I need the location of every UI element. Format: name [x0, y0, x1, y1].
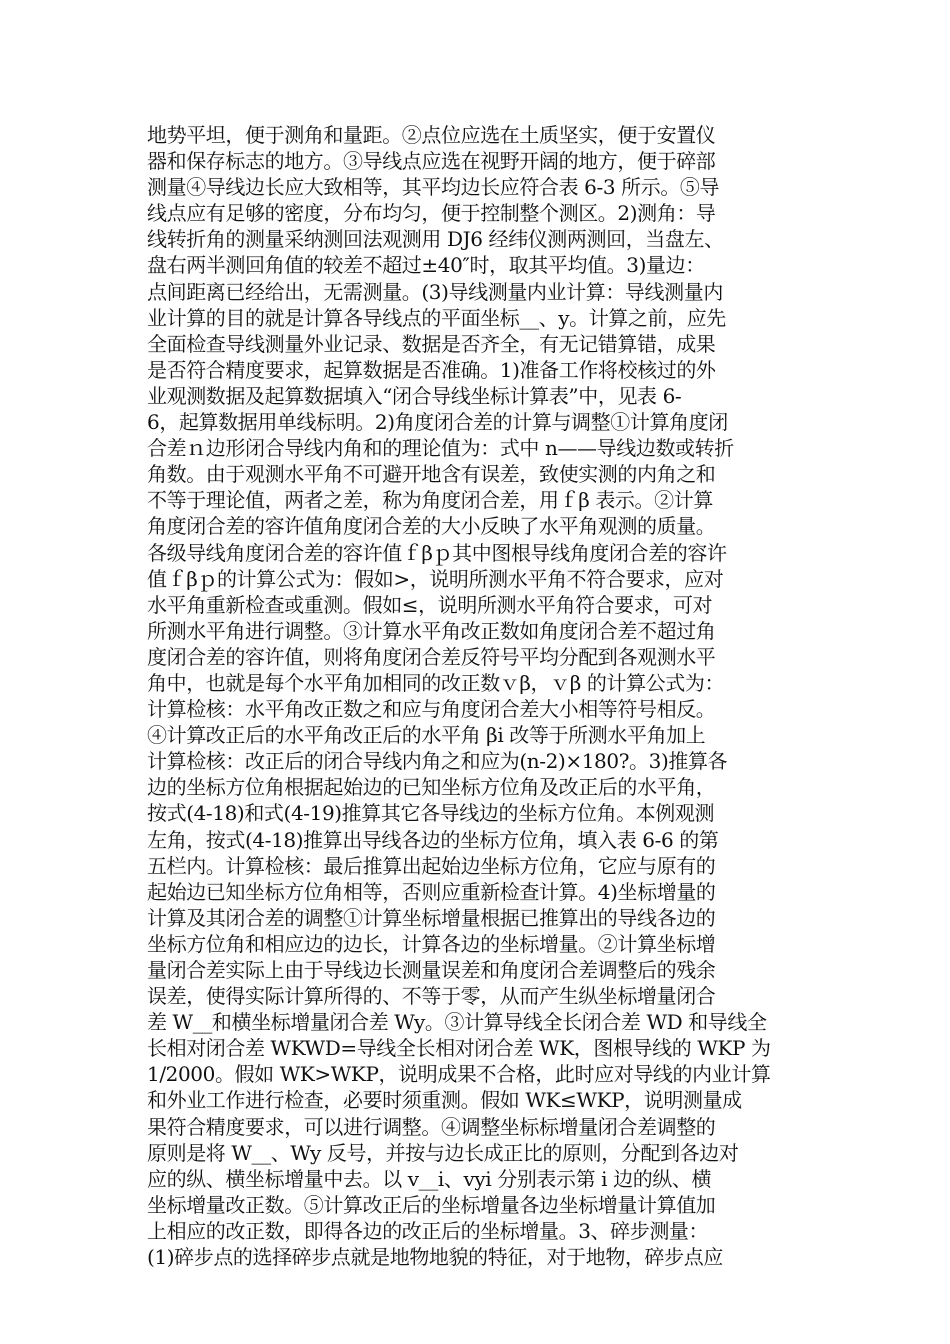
text-line: 计算及其闭合差的调整①计算坐标增量根据已推算出的导线各边的 — [147, 905, 716, 930]
text-line: 误差，使得实际计算所得的、不等于零，从而产生纵坐标增量闭合 — [147, 984, 716, 1009]
text-line: 点间距离已经给出，无需测量。(3)导线测量内业计算：导线测量内 — [147, 279, 723, 304]
text-line: 水平角重新检查或重测。假如≤，说明所测水平角符合要求，可对 — [147, 592, 713, 617]
text-line: 应的纵、横坐标增量中去。以 v__i、vyi 分别表示第 i 边的纵、横 — [147, 1166, 712, 1191]
text-line: 坐标增量改正数。⑤计算改正后的坐标增量各边坐标增量计算值加 — [147, 1192, 716, 1217]
text-line: 所测水平角进行调整。③计算水平角改正数如角度闭合差不超过角 — [147, 618, 716, 643]
text-line: 度闭合差的容许值，则将角度闭合差反符号平均分配到各观测水平 — [147, 644, 716, 669]
text-line: 各级导线角度闭合差的容许值ｆβｐ其中图根导线角度闭合差的容许 — [147, 540, 727, 565]
text-line: 按式(4-18)和式(4-19)推算其它各导线边的坐标方位角。本例观测 — [147, 801, 715, 826]
text-line: 合差ｎ边形闭合导线内角和的理论值为：式中 n——导线边数或转折 — [147, 436, 734, 461]
text-line: 值ｆβｐ的计算公式为：假如>，说明所测水平角不符合要求，应对 — [147, 566, 724, 591]
text-line: 全面检查导线测量外业记录、数据是否齐全，有无记错算错，成果 — [147, 331, 716, 356]
text-line: 长相对闭合差 WKWD=导线全长相对闭合差 WK，图根导线的 WKP 为 — [147, 1036, 771, 1061]
text-line: 计算检核：改正后的闭合导线内角之和应为(n-2)×180?。3)推算各 — [147, 749, 728, 774]
text-line: 角度闭合差的容许值角度闭合差的大小反映了水平角观测的质量。 — [147, 514, 716, 539]
text-line: 器和保存标志的地方。③导线点应选在视野开阔的地方，便于碎部 — [147, 149, 716, 174]
text-line: 6，起算数据用单线标明。2)角度闭合差的计算与调整①计算角度闭 — [147, 410, 728, 435]
text-line: 原则是将 W__、Wy 反号，并按与边长成正比的原则，分配到各边对 — [147, 1140, 739, 1165]
text-line: (1)碎步点的选择碎步点就是地物地貌的特征，对于地物，碎步点应 — [147, 1245, 723, 1270]
text-line: 果符合精度要求，可以进行调整。④调整坐标标增量闭合差调整的 — [147, 1114, 716, 1139]
text-line: 不等于理论值，两者之差，称为角度闭合差，用ｆβ 表示。②计算 — [147, 488, 713, 513]
text-line: 线转折角的测量采纳测回法观测用 DJ6 经纬仪测两测回，当盘左、 — [147, 227, 724, 252]
text-line: 角中，也就是每个水平角加相同的改正数ｖβ，ｖβ 的计算公式为： — [147, 670, 725, 695]
text-line: 角数。由于观测水平角不可避开地含有误差，致使实测的内角之和 — [147, 462, 716, 487]
body-text — [147, 122, 802, 1270]
text-line: 盘右两半测回角值的较差不超过±40″时，取其平均值。3)量边： — [147, 253, 705, 278]
text-line: 差 W__和横坐标增量闭合差 Wy。③计算导线全长闭合差 WD 和导线全 — [147, 1010, 767, 1035]
text-line: 业计算的目的就是计算各导线点的平面坐标__、y。计算之前，应先 — [147, 305, 726, 330]
text-line: 是否符合精度要求，起算数据是否准确。1)准备工作将校核过的外 — [147, 357, 716, 382]
text-line: 1/2000。假如 WK>WKP，说明成果不合格，此时应对导线的内业计算 — [147, 1062, 771, 1087]
text-line: 线点应有足够的密度，分布均匀，便于控制整个测区。2)测角：导 — [147, 201, 716, 226]
text-line: 量闭合差实际上由于导线边长测量误差和角度闭合差调整后的残余 — [147, 958, 716, 982]
text-line: 边的坐标方位角根据起始边的已知坐标方位角及改正后的水平角， — [147, 775, 716, 800]
text-line: 左角，按式(4-18)推算出导线各边的坐标方位角，填入表 6-6 的第 — [147, 827, 719, 852]
text-line: 地势平坦，便于测角和量距。②点位应选在土质坚实，便于安置仪 — [147, 123, 716, 147]
text-line: ④计算改正后的水平角改正后的水平角 βi 改等于所测水平角加上 — [147, 723, 706, 748]
text-line: 坐标方位角和相应边的边长，计算各边的坐标增量。②计算坐标增 — [147, 931, 716, 956]
text-line: 业观测数据及起算数据填入“闭合导线坐标计算表”中，见表 6- — [147, 383, 682, 408]
text-line: 起始边已知坐标方位角相等，否则应重新检查计算。4)坐标增量的 — [147, 879, 716, 904]
text-line: 上相应的改正数，即得各边的改正后的坐标增量。3、碎步测量： — [147, 1218, 709, 1243]
text-line: 和外业工作进行检查，必要时须重测。假如 WK≤WKP，说明测量成 — [147, 1088, 742, 1113]
text-line: 五栏内。计算检核：最后推算出起始边坐标方位角，它应与原有的 — [147, 853, 716, 878]
text-line: 测量④导线边长应大致相等，其平均边长应符合表 6-3 所示。⑤导 — [147, 175, 720, 200]
text-line: 计算检核：水平角改正数之和应与角度闭合差大小相等符号相反。 — [147, 697, 716, 722]
